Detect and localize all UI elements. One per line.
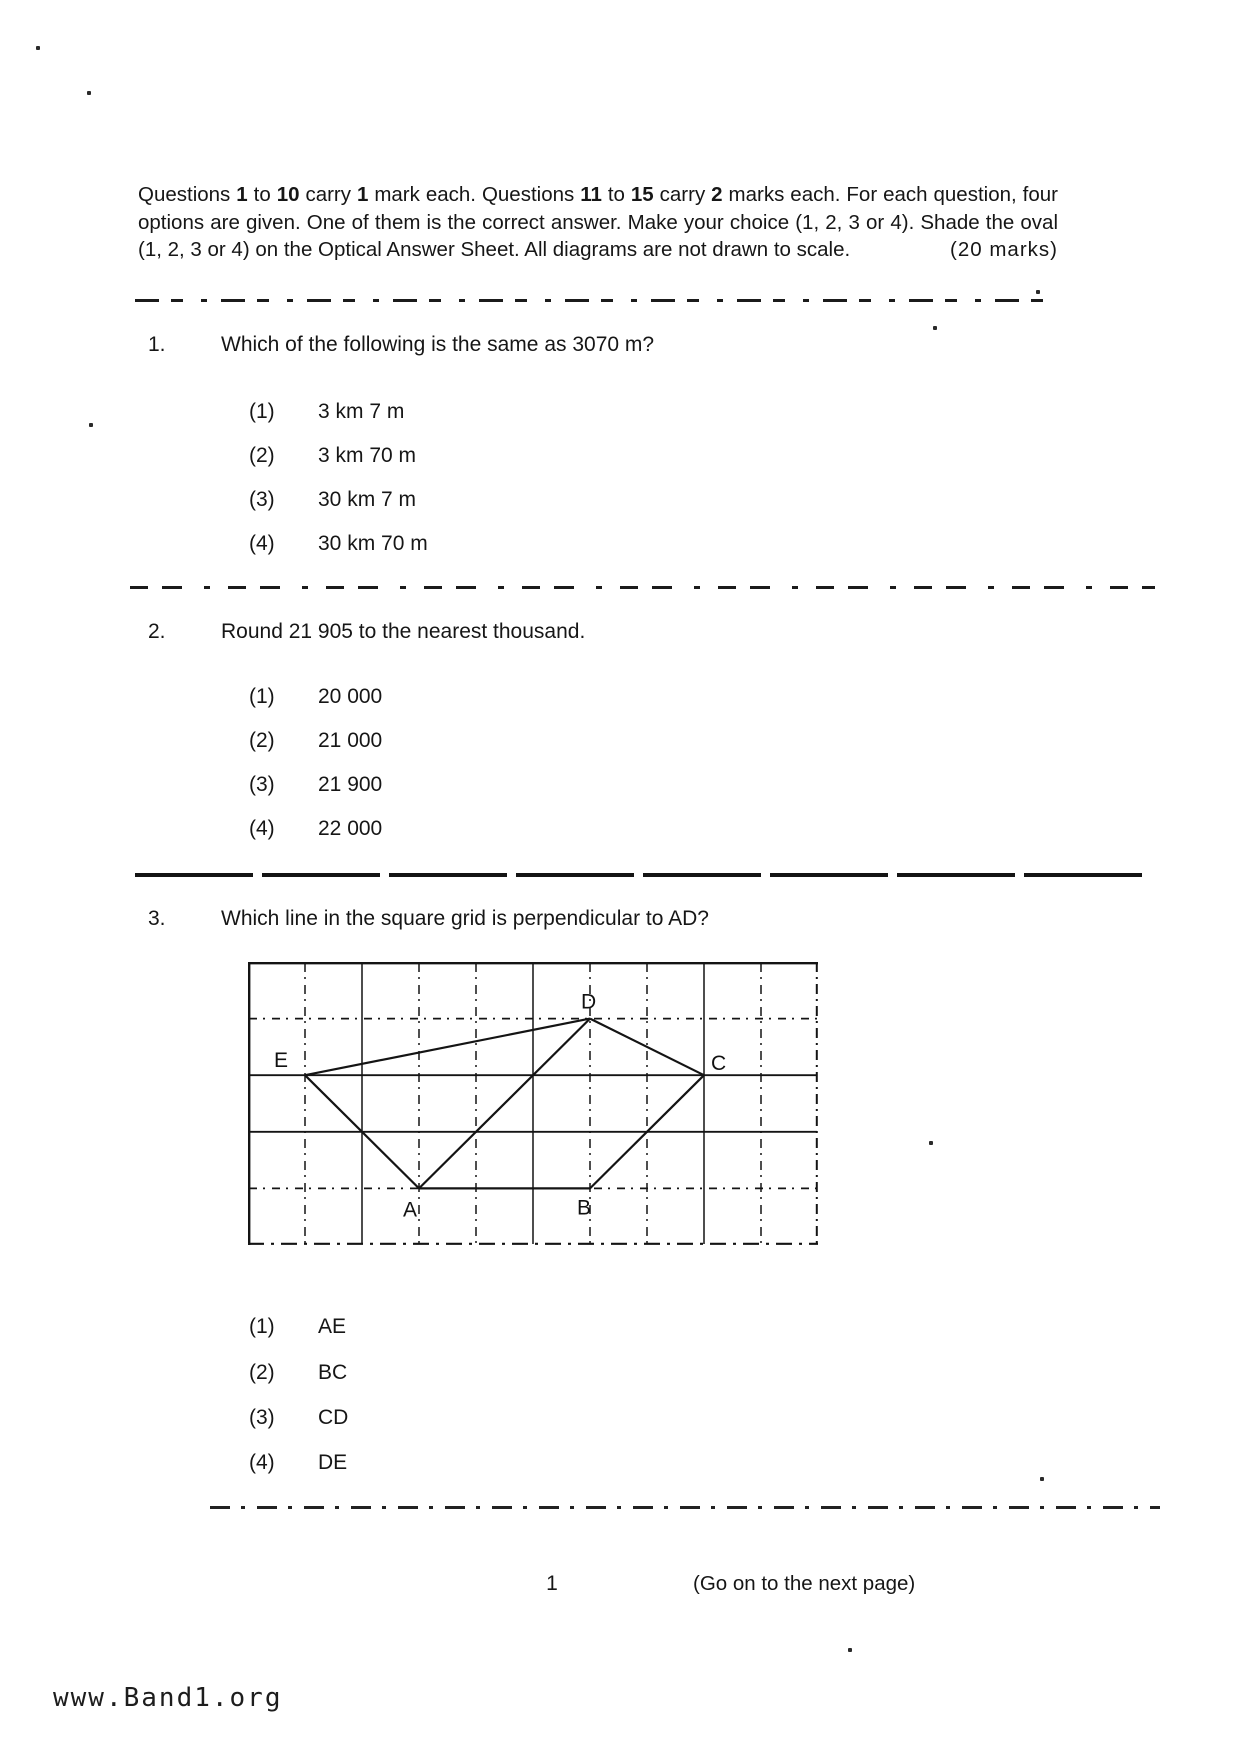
- scan-speck: [933, 326, 937, 330]
- watermark: www.Band1.org: [53, 1683, 283, 1713]
- option-text: 21 000: [318, 729, 383, 752]
- question-1-option-1: [0, 400, 1239, 430]
- option-label: (4): [249, 817, 275, 840]
- question-1-number: 1.: [148, 333, 166, 356]
- svg-text:D: D: [581, 990, 597, 1014]
- question-3-option-4: [0, 1451, 1239, 1481]
- scan-speck: [1040, 1477, 1044, 1481]
- divider-after-question-1: [130, 586, 1155, 589]
- divider-after-question-3: [210, 1506, 1160, 1509]
- option-label: (2): [249, 1361, 275, 1384]
- question-3-number: 3.: [148, 907, 166, 930]
- question-1-option-4: [0, 532, 1239, 562]
- option-label: (4): [249, 1451, 275, 1474]
- option-text: DE: [318, 1451, 348, 1474]
- question-2-number: 2.: [148, 620, 166, 643]
- question-2-option-3: [0, 773, 1239, 803]
- option-text: 30 km 70 m: [318, 532, 428, 555]
- divider-after-question-2: [135, 873, 1150, 877]
- question-3-option-2: [0, 1361, 1239, 1391]
- scan-speck: [87, 91, 91, 95]
- option-label: (3): [249, 773, 275, 796]
- question-2-option-1: [0, 685, 1239, 715]
- scan-speck: [36, 46, 40, 50]
- option-label: (1): [249, 1315, 275, 1338]
- option-text: AE: [318, 1315, 347, 1338]
- next-page-note: (Go on to the next page): [693, 1572, 916, 1595]
- question-3-text: Which line in the square grid is perpendicular to AD?: [221, 907, 709, 930]
- option-text: CD: [318, 1406, 349, 1429]
- option-label: (3): [249, 1406, 275, 1429]
- option-label: (1): [249, 400, 275, 423]
- divider-after-instructions: [135, 299, 1060, 302]
- instructions-paragraph: [138, 181, 1058, 264]
- question-1-option-3: [0, 488, 1239, 518]
- option-text: 3 km 70 m: [318, 444, 417, 467]
- svg-text:A: A: [403, 1198, 418, 1222]
- option-text: 3 km 7 m: [318, 400, 405, 423]
- option-text: 30 km 7 m: [318, 488, 417, 511]
- option-label: (2): [249, 729, 275, 752]
- scan-speck: [929, 1141, 933, 1145]
- page-number: 1: [546, 1572, 558, 1595]
- svg-text:C: C: [711, 1052, 727, 1076]
- question-2-option-2: [0, 729, 1239, 759]
- instructions-text: Questions 1 to 10 carry 1 mark each. Questions 11 to 15 carry 2 marks each. For each question, four options are given. One of them is the correct answer. Make your choice (1, 2, 3 or 4). Shade the oval (1, 2, 3 or 4) on the Optical Answer Sheet. All diagrams are not drawn to scale.: [138, 183, 1058, 261]
- scan-speck: [89, 423, 93, 427]
- option-label: (4): [249, 532, 275, 555]
- scan-speck: [1036, 290, 1040, 294]
- svg-text:E: E: [274, 1049, 289, 1073]
- square-grid-diagram: [248, 962, 818, 1245]
- question-2-option-4: [0, 817, 1239, 847]
- option-text: 20 000: [318, 685, 383, 708]
- question-3-option-3: [0, 1406, 1239, 1436]
- marks-label: (20 marks): [950, 238, 1058, 261]
- question-3-option-1: [0, 1315, 1239, 1345]
- question-2-text: Round 21 905 to the nearest thousand.: [221, 620, 586, 643]
- option-text: 22 000: [318, 817, 383, 840]
- option-label: (1): [249, 685, 275, 708]
- option-text: 21 900: [318, 773, 383, 796]
- option-label: (3): [249, 488, 275, 511]
- scan-speck: [848, 1648, 852, 1652]
- question-1-text: Which of the following is the same as 3070 m?: [221, 333, 655, 356]
- option-label: (2): [249, 444, 275, 467]
- question-1-option-2: [0, 444, 1239, 474]
- option-text: BC: [318, 1361, 348, 1384]
- svg-text:B: B: [577, 1196, 592, 1220]
